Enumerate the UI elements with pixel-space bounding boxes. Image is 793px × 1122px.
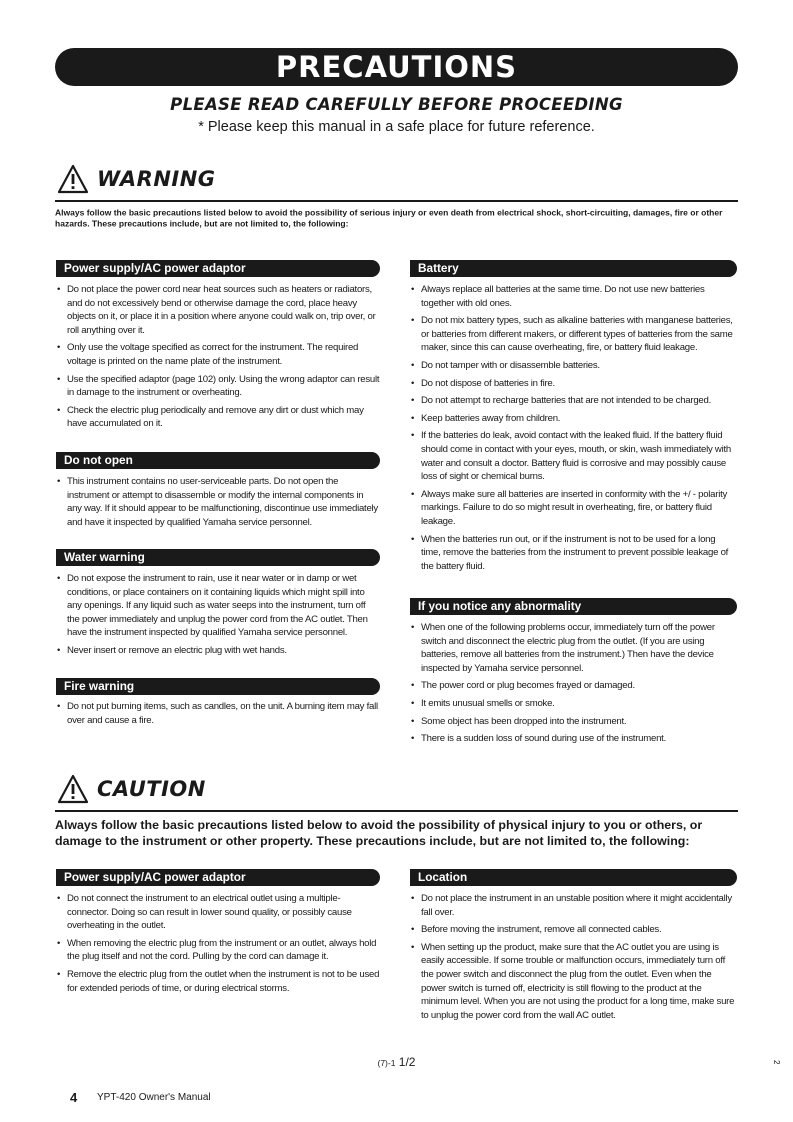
list-item: • Do not tamper with or disassemble batteries. [411, 359, 600, 371]
caution-rule [55, 810, 738, 812]
page-title: PRECAUTIONS [275, 50, 518, 84]
list-item: • This instrument contains no user-serviceable parts. Do not open the instrument or attempt to disassemble or modify the internal components in any way. If it should appear to be malfunctioning, discontinue use immediately and have it inspected by qualified Yamaha service personnel. [57, 476, 378, 528]
list-fire-warning [56, 700, 380, 731]
page-title-banner [55, 48, 738, 86]
warning-title: WARNING [97, 167, 216, 191]
list-item: • When removing the electric plug from the instrument or an outlet, always hold the plug itself and not the cord. Pulling by the cord can damage it. [57, 937, 377, 963]
subheading-fire-warning: Fire warning [56, 678, 380, 695]
manual-name: YPT-420 Owner's Manual [97, 1092, 211, 1103]
subheading-location: Location [410, 869, 737, 886]
caution-heading [57, 772, 206, 806]
list-item: • When setting up the product, make sure that the AC outlet you are using is easily accessible. If some trouble or malfunction occurs, immediately turn off the power switch and disconnect the plug from the outlet. Even when the power switch is turned off, electricity is still flowing to the product at the minimum level. When you are not using the product for a long time, make sure to unplug the power cord from the wall AC outlet. [411, 941, 735, 1021]
document-code-prefix: (7)-1 [377, 1058, 396, 1068]
list-item: • Keep batteries away from children. [411, 412, 561, 424]
subheading-power-supply-caution: Power supply/AC power adaptor [56, 869, 380, 886]
page-number: 4 [70, 1090, 78, 1105]
warning-heading [57, 162, 216, 196]
list-power-supply-warning [56, 283, 380, 435]
list-item: • Use the specified adaptor (page 102) only. Using the wrong adaptor can result in damage to the instrument or overheating. [57, 373, 380, 399]
list-location [410, 892, 737, 1026]
list-item: • Always make sure all batteries are inserted in conformity with the +/ - polarity markings. Failure to do so might result in overheating, fire, or battery fluid leakage. [411, 488, 728, 527]
list-item: • Do not expose the instrument to rain, use it near water or in damp or wet conditions, or place containers on it containing liquids which might spill into any openings. If any liquid such as water seeps into the instrument, turn off the power immediately and unplug the power cord from the AC outlet. Then have the instrument inspected by qualified Yamaha service personnel. [57, 573, 368, 639]
side-mark: 2 [772, 1060, 781, 1065]
warning-intro: Always follow the basic precautions listed below to avoid the possibility of serious injury or even death from electrical shock, short-circuiting, damages, fire or other hazards. These precautions include, but are not limited to, the following: [55, 207, 723, 229]
list-item: • Only use the voltage specified as correct for the instrument. The required voltage is printed on the name plate of the instrument. [57, 342, 359, 367]
warning-triangle-icon [57, 164, 89, 194]
caution-title: CAUTION [97, 777, 206, 801]
list-item: • The power cord or plug becomes frayed or damaged. [411, 680, 635, 692]
subheading-water-warning: Water warning [56, 549, 380, 566]
list-item: • Do not put burning items, such as candles, on the unit. A burning item may fall over and cause a fire. [57, 701, 378, 726]
list-item: • Never insert or remove an electric plug with wet hands. [57, 644, 287, 656]
subheading-power-supply-warning: Power supply/AC power adaptor [56, 260, 380, 277]
list-item: • Before moving the instrument, remove all connected cables. [411, 924, 662, 936]
list-item: • Remove the electric plug from the outlet when the instrument is not to be used for extended periods of time, or during electrical storms. [57, 968, 380, 994]
list-item: • When the batteries run out, or if the instrument is not to be used for a long time, remove the batteries from the instrument to prevent possible leakage of the battery fluid. [411, 533, 729, 572]
list-battery [410, 283, 737, 577]
list-item: • Do not place the power cord near heat sources such as heaters or radiators, and do not excessively bend or otherwise damage the cord, place heavy objects on it, or place it in a position where anyone could walk on, trip over, or roll anything over it. [57, 284, 376, 336]
list-item: • When one of the following problems occur, immediately turn off the power switch and disconnect the electric plug from the outlet. (If you are using batteries, remove all batteries from the instrument.) Then have the device inspected by Yamaha service personnel. [411, 622, 715, 674]
subheading-battery: Battery [410, 260, 737, 277]
list-item: • Check the electric plug periodically and remove any dirt or dust which may have accumulated on it. [57, 404, 364, 430]
subheading-do-not-open: Do not open [56, 452, 380, 469]
subheading-abnormality: If you notice any abnormality [410, 598, 737, 615]
list-item: • Some object has been dropped into the instrument. [411, 715, 627, 727]
list-abnormality [410, 621, 737, 750]
list-item: • If the batteries do leak, avoid contact with the leaked fluid. If the battery fluid should come in contact with your eyes, mouth, or skin, wash immediately with water and consult a doctor. Battery fluid is corrosive and may possibly cause loss of sight or chemical burns. [411, 430, 731, 483]
list-item: • It emits unusual smells or smoke. [411, 697, 555, 709]
document-code-page: 1/2 [398, 1055, 416, 1069]
page-subtitle: PLEASE READ CAREFULLY BEFORE PROCEEDING [170, 95, 623, 114]
list-item: • Do not attempt to recharge batteries that are not intended to be charged. [411, 395, 712, 407]
list-power-supply-caution [56, 892, 380, 999]
list-item: • Do not mix battery types, such as alkaline batteries with manganese batteries, or batteries from different makers, or different types of batteries from the same maker, since this can cause overheating, fire, or battery fluid leakage. [411, 315, 733, 354]
list-item: • There is a sudden loss of sound during use of the instrument. [411, 733, 666, 745]
list-water-warning [56, 572, 380, 662]
list-item: • Do not connect the instrument to an electrical outlet using a multiple-connector. Doing so can result in lower sound quality, or possibly cause overheating in the outlet. [57, 893, 352, 932]
list-item: • Do not place the instrument in an unstable position where it might accidentally fall over. [411, 893, 732, 918]
warning-rule [55, 200, 738, 202]
warning-triangle-icon [57, 774, 89, 804]
list-item: • Always replace all batteries at the same time. Do not use new batteries together with old ones. [411, 284, 705, 309]
list-item: • Do not dispose of batteries in fire. [411, 377, 555, 389]
caution-intro: Always follow the basic precautions listed below to avoid the possibility of physical injury to you or others, or damage to the instrument or other property. These precautions include, but are not limited to, the following: [55, 818, 703, 848]
keep-manual-note: * Please keep this manual in a safe place for future reference. [198, 119, 595, 135]
document-code [0, 1055, 793, 1069]
list-do-not-open [56, 475, 380, 533]
